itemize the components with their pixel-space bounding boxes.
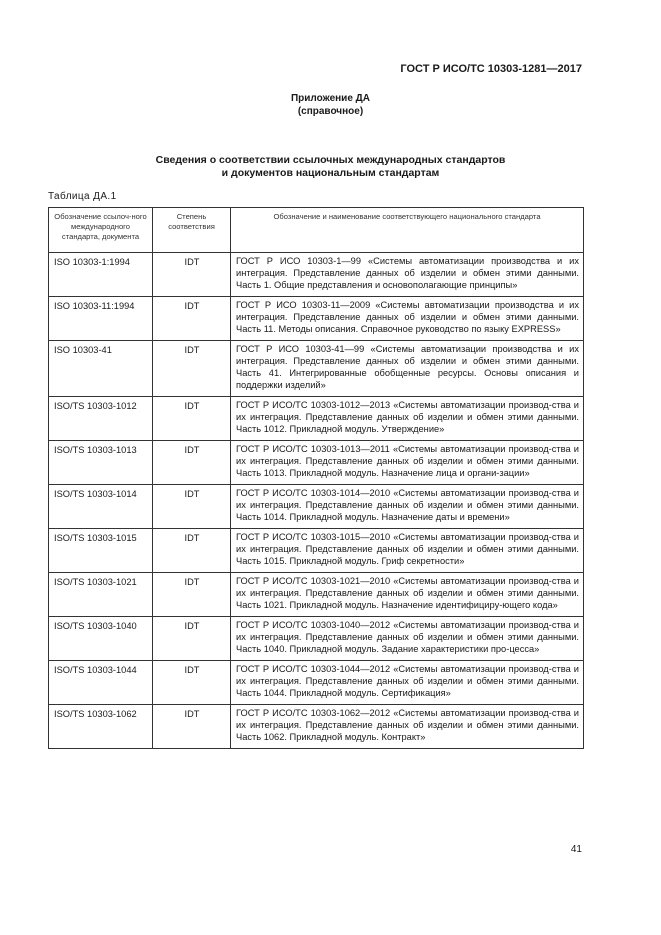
- cell-international-ref: ISO 10303-11:1994: [49, 297, 153, 341]
- cell-national-standard: ГОСТ Р ИСО/ТС 10303-1013—2011 «Системы автоматизации производ-ства и их интеграция. Представление данных об изделии и обмен этими данными. Часть 1013. Прикладной модуль. Назначение лица и органи-зации»: [231, 441, 584, 485]
- appendix-title: Приложение ДА: [290, 93, 371, 104]
- cell-national-standard: ГОСТ Р ИСО/ТС 10303-1021—2010 «Системы автоматизации производ-ства и их интеграция. Представление данных об изделии и обмен этими данными. Часть 1021. Прикладной модуль. Назначение идентифициру-ющего кода»: [231, 573, 584, 617]
- table-row: [49, 661, 584, 705]
- cell-national-standard: ГОСТ Р ИСО/ТС 10303-1062—2012 «Системы автоматизации производ-ства и их интеграция. Представление данных об изделии и обмен этими данными. Часть 1062. Прикладной модуль. Контракт»: [231, 705, 584, 749]
- cell-international-ref: ISO/TS 10303-1015: [49, 529, 153, 573]
- cell-international-ref: ISO 10303-41: [49, 341, 153, 397]
- cell-international-ref: ISO/TS 10303-1014: [49, 485, 153, 529]
- cell-national-standard: ГОСТ Р ИСО/ТС 10303-1044—2012 «Системы автоматизации производ-ства и их интеграция. Представление данных об изделии и обмен этими данными. Часть 1044. Прикладной модуль. Сертификация»: [231, 661, 584, 705]
- cell-national-standard: ГОСТ Р ИСО 10303-1—99 «Системы автоматизации производства и их интеграция. Представление данных об изделии и обмен этими данными. Часть 1. Общие представления и основополагающие принципы»: [231, 253, 584, 297]
- appendix-heading: [0, 92, 661, 118]
- cell-national-standard: ГОСТ Р ИСО/ТС 10303-1040—2012 «Системы автоматизации производ-ства и их интеграция. Представление данных об изделии и обмен этими данными. Часть 1040. Прикладной модуль. Задание характеристики про-цесса»: [231, 617, 584, 661]
- page-number: 41: [570, 844, 582, 855]
- cell-degree: IDT: [153, 617, 231, 661]
- table-row: [49, 441, 584, 485]
- cell-national-standard: ГОСТ Р ИСО/ТС 10303-1012—2013 «Системы автоматизации производ-ства и их интеграция. Представление данных об изделии и обмен этими данными. Часть 1012. Прикладной модуль. Утверждение»: [231, 397, 584, 441]
- appendix-subtitle: (справочное): [297, 106, 364, 117]
- table-row: [49, 617, 584, 661]
- cell-national-standard: ГОСТ Р ИСО/ТС 10303-1014—2010 «Системы автоматизации производ-ства и их интеграция. Представление данных об изделии и обмен этими данными. Часть 1014. Прикладной модуль. Назначение даты и времени»: [231, 485, 584, 529]
- section-title-line2: и документов национальным стандартам: [221, 167, 440, 179]
- standard-designation-header: ГОСТ Р ИСО/ТС 10303-1281—2017: [400, 63, 582, 75]
- cell-international-ref: ISO/TS 10303-1040: [49, 617, 153, 661]
- cell-international-ref: ISO/TS 10303-1062: [49, 705, 153, 749]
- section-title-line1: Сведения о соответствии ссылочных международных стандартов: [155, 154, 506, 166]
- cell-degree: IDT: [153, 441, 231, 485]
- cell-degree: IDT: [153, 485, 231, 529]
- header-international-standard: Обозначение ссылоч-ного международного стандарта, документа: [49, 208, 153, 253]
- cell-national-standard: ГОСТ Р ИСО 10303-11—2009 «Системы автоматизации производства и их интеграция. Представление данных об изделии и обмен этими данными. Часть 11. Методы описания. Справочное руководство по языку EXPRESS»: [231, 297, 584, 341]
- cell-international-ref: ISO/TS 10303-1013: [49, 441, 153, 485]
- table-row: [49, 573, 584, 617]
- cell-degree: IDT: [153, 297, 231, 341]
- section-title: [0, 154, 661, 180]
- table-row: [49, 341, 584, 397]
- table-caption: Таблица ДА.1: [48, 191, 117, 202]
- cell-national-standard: ГОСТ Р ИСО 10303-41—99 «Системы автоматизации производства и их интеграция. Представление данных об изделии и обмен этими данными. Часть 41. Интегрированные обобщенные ресурсы. Основы описания и поддержки изделий»: [231, 341, 584, 397]
- table-row: [49, 297, 584, 341]
- table-header-row: [49, 208, 584, 253]
- correspondence-table: [48, 207, 584, 749]
- cell-degree: IDT: [153, 573, 231, 617]
- cell-degree: IDT: [153, 661, 231, 705]
- cell-degree: IDT: [153, 341, 231, 397]
- header-national-standard: Обозначение и наименование соответствующего национального стандарта: [231, 208, 584, 253]
- cell-international-ref: ISO/TS 10303-1044: [49, 661, 153, 705]
- cell-degree: IDT: [153, 529, 231, 573]
- cell-degree: IDT: [153, 397, 231, 441]
- cell-international-ref: ISO/TS 10303-1021: [49, 573, 153, 617]
- header-degree-of-conformity: Степень соответствия: [153, 208, 231, 253]
- table-row: [49, 485, 584, 529]
- table-row: [49, 397, 584, 441]
- table-row: [49, 529, 584, 573]
- cell-degree: IDT: [153, 253, 231, 297]
- table-row: [49, 705, 584, 749]
- table-row: [49, 253, 584, 297]
- cell-degree: IDT: [153, 705, 231, 749]
- cell-national-standard: ГОСТ Р ИСО/ТС 10303-1015—2010 «Системы автоматизации производ-ства и их интеграция. Представление данных об изделии и обмен этими данными. Часть 1015. Прикладной модуль. Гриф секретности»: [231, 529, 584, 573]
- cell-international-ref: ISO/TS 10303-1012: [49, 397, 153, 441]
- cell-international-ref: ISO 10303-1:1994: [49, 253, 153, 297]
